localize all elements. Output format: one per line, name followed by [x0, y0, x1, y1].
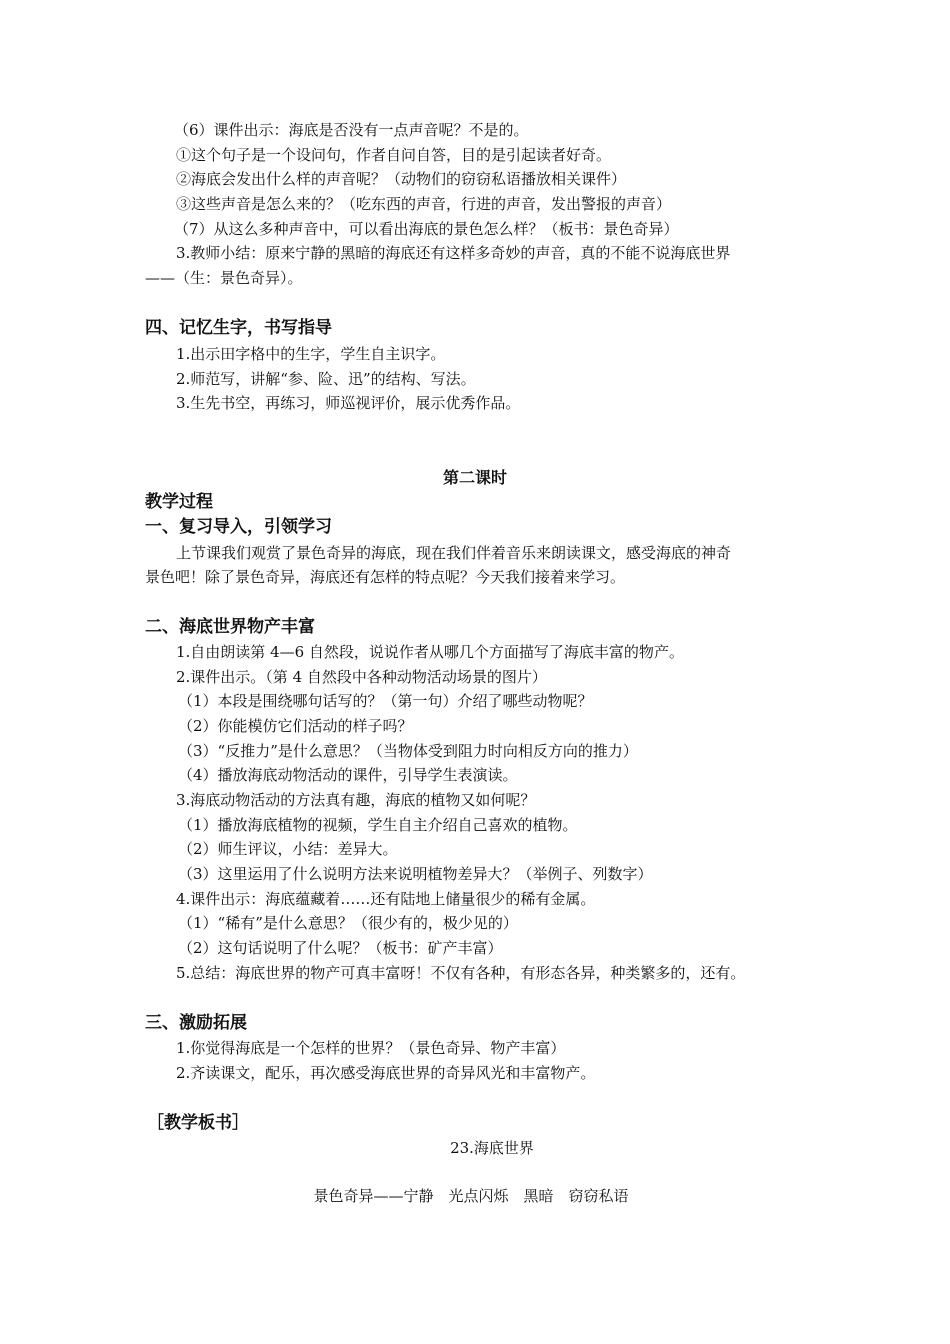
list-item: 3.生先书空，再练习，师巡视评价，展示优秀作品。 [176, 394, 521, 412]
paragraph-line: 上节课我们观赏了景色奇异的海底，现在我们伴着音乐来朗读课文，感受海底的神奇 [176, 544, 732, 562]
section-heading: 教学过程 [145, 492, 213, 512]
section-heading: 二、海底世界物产丰富 [145, 617, 315, 637]
paragraph-line: ①这个句子是一个设问句，作者自问自答，目的是引起读者好奇。 [176, 146, 612, 164]
paragraph-line: （6）课件出示：海底是否没有一点声音呢？不是的。 [174, 121, 529, 139]
list-item: 4.课件出示：海底蕴藏着……还有陆地上储量很少的稀有金属。 [176, 890, 596, 908]
list-item: 1.自由朗读第 4—6 自然段，说说作者从哪几个方面描写了海底丰富的物产。 [176, 643, 684, 661]
list-item: 2.师范写，讲解“参、险、迅”的结构、写法。 [176, 370, 476, 388]
board-title: 23.海底世界 [450, 1139, 534, 1157]
list-item: 1.出示田字格中的生字，学生自主识字。 [176, 345, 446, 363]
list-item: 5.总结：海底世界的物产可真丰富呀！不仅有各种，有形态各异，种类繁多的，还有。 [176, 964, 746, 982]
paragraph-line: 景色吧！除了景色奇异，海底还有怎样的特点呢？今天我们接着来学习。 [145, 568, 626, 586]
list-item: 3.海底动物活动的方法真有趣，海底的植物又如何呢？ [176, 791, 536, 809]
paragraph-line: 3.教师小结：原来宁静的黑暗的海底还有这样多奇妙的声音，真的不能不说海底世界 [176, 244, 731, 262]
board-heading: ［教学板书］ [147, 1113, 249, 1133]
paragraph-line: ②海底会发出什么样的声音呢？（动物们的窃窃私语播放相关课件） [176, 170, 627, 188]
list-item: 2.课件出示。（第 4 自然段中各种动物活动场景的图片） [176, 668, 547, 686]
list-item: （2）这句话说明了什么呢？（板书：矿产丰富） [178, 939, 503, 957]
list-item: （1）播放海底植物的视频，学生自主介绍自己喜欢的植物。 [178, 816, 578, 834]
section-heading: 四、记忆生字，书写指导 [145, 318, 332, 338]
list-item: （1）本段是围绕哪句话写的？（第一句）介绍了哪些动物呢？ [178, 692, 593, 710]
list-item: （1）“稀有”是什么意思？（很少有的，极少见的） [178, 914, 518, 932]
list-item: （2）你能模仿它们活动的样子吗？ [178, 717, 413, 735]
list-item: （3）“反推力”是什么意思？（当物体受到阻力时向相反方向的推力） [178, 742, 638, 760]
list-item: （4）播放海底动物活动的课件，引导学生表演读。 [178, 766, 518, 784]
paragraph-line: ——（生：景色奇异）。 [145, 269, 303, 287]
paragraph-line: （7）从这么多种声音中，可以看出海底的景色怎么样？（板书：景色奇异） [174, 220, 679, 238]
lesson-title: 第二课时 [442, 468, 507, 487]
list-item: 1.你觉得海底是一个怎样的世界？（景色奇异、物产丰富） [176, 1039, 566, 1057]
section-heading: 一、复习导入，引领学习 [145, 517, 332, 537]
list-item: （2）师生评议，小结：差异大。 [178, 840, 398, 858]
list-item: （3）这里运用了什么说明方法来说明植物差异大？（举例子、列数字） [178, 865, 653, 883]
board-line: 景色奇异——宁静 光点闪烁 黑暗 窃窃私语 [313, 1187, 629, 1205]
section-heading: 三、激励拓展 [145, 1013, 247, 1033]
paragraph-line: ③这些声音是怎么来的？（吃东西的声音，行进的声音，发出警报的声音） [176, 195, 672, 213]
list-item: 2.齐读课文，配乐，再次感受海底世界的奇异风光和丰富物产。 [176, 1064, 596, 1082]
